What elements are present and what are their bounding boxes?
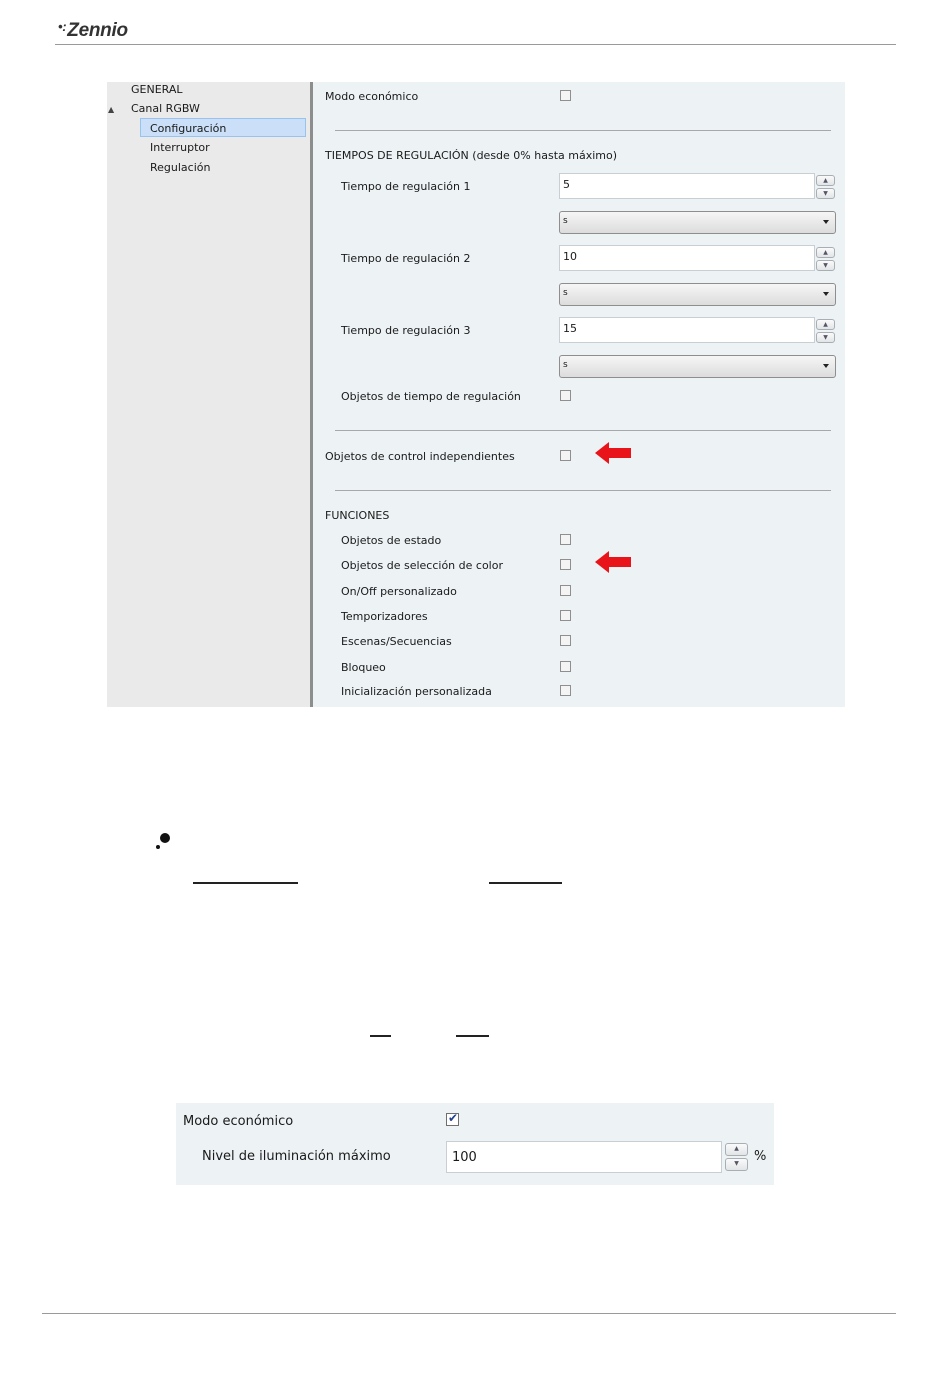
objetos-tiempo-label: Objetos de tiempo de regulación (341, 390, 521, 403)
tree-item-regulacion[interactable]: Regulación (150, 161, 211, 174)
tree-item-interruptor[interactable]: Interruptor (150, 141, 210, 154)
funcion-checkbox[interactable] (560, 685, 571, 696)
tiempo-3-spinner[interactable] (816, 319, 835, 344)
spin-up-icon[interactable]: ▲ (816, 319, 835, 330)
objetos-control-label: Objetos de control independientes (325, 450, 515, 463)
tiempo-2-label: Tiempo de regulación 2 (341, 252, 471, 265)
funcion-label: Inicialización personalizada (341, 685, 492, 698)
funcion-label: On/Off personalizado (341, 585, 457, 598)
funcion-checkbox[interactable] (560, 635, 571, 646)
spin-up-icon[interactable]: ▲ (725, 1143, 748, 1156)
expander-icon[interactable]: ▲ (108, 105, 115, 114)
red-left-arrow-icon (595, 550, 631, 574)
nivel-iluminacion-label: Nivel de iluminación máximo (202, 1149, 391, 1164)
funcion-label: Temporizadores (341, 610, 428, 623)
funcion-label: Objetos de selección de color (341, 559, 503, 572)
funcion-checkbox[interactable] (560, 661, 571, 672)
tree-item-canal-rgbw[interactable]: Canal RGBW (131, 102, 200, 115)
section-divider (335, 490, 831, 491)
tiempos-header: TIEMPOS DE REGULACIÓN (desde 0% hasta máximo) (325, 149, 617, 162)
tiempo-1-spinner[interactable] (816, 175, 835, 200)
funcion-checkbox[interactable] (560, 585, 571, 596)
footer-divider (42, 1313, 896, 1314)
underline-decoration (193, 882, 298, 884)
underline-decoration (456, 1035, 489, 1037)
tiempo-1-unit-select[interactable]: s (559, 211, 836, 234)
tiempo-3-input[interactable]: 15 (559, 317, 815, 343)
modo-economico-checkbox[interactable] (446, 1113, 459, 1126)
tiempo-2-input[interactable]: 10 (559, 245, 815, 271)
modo-economico-checkbox[interactable] (560, 90, 571, 101)
chevron-down-icon (823, 220, 829, 224)
zennio-bullet-icon (155, 831, 171, 851)
header-divider (55, 44, 896, 45)
tiempo-1-input[interactable]: 5 (559, 173, 815, 199)
nivel-iluminacion-unit: % (754, 1149, 767, 1164)
tiempo-1-label: Tiempo de regulación 1 (341, 180, 471, 193)
red-left-arrow-icon (595, 441, 631, 465)
funcion-label: Objetos de estado (341, 534, 442, 547)
tiempo-2-spinner[interactable] (816, 247, 835, 272)
spin-down-icon[interactable]: ▼ (725, 1158, 748, 1171)
spin-up-icon[interactable]: ▲ (816, 247, 835, 258)
parameter-tree (107, 82, 310, 707)
underline-decoration (370, 1035, 391, 1037)
nivel-iluminacion-spinner[interactable] (725, 1143, 748, 1171)
spin-down-icon[interactable]: ▼ (816, 188, 835, 199)
funcion-checkbox[interactable] (560, 559, 571, 570)
spin-down-icon[interactable]: ▼ (816, 332, 835, 343)
funcion-checkbox[interactable] (560, 610, 571, 621)
spin-up-icon[interactable]: ▲ (816, 175, 835, 186)
config-screenshot (107, 82, 845, 707)
tree-splitter[interactable] (310, 82, 313, 707)
tiempo-3-unit-select[interactable]: s (559, 355, 836, 378)
tiempo-2-unit-select[interactable]: s (559, 283, 836, 306)
funcion-label: Escenas/Secuencias (341, 635, 452, 648)
zennio-logo: •:Zennio (58, 19, 128, 41)
funciones-header: FUNCIONES (325, 509, 390, 522)
objetos-tiempo-checkbox[interactable] (560, 390, 571, 401)
spin-down-icon[interactable]: ▼ (816, 260, 835, 271)
checkmark-icon: ✔ (448, 1111, 459, 1125)
funcion-checkbox[interactable] (560, 534, 571, 545)
underline-decoration (489, 882, 562, 884)
chevron-down-icon (823, 292, 829, 296)
objetos-control-checkbox[interactable] (560, 450, 571, 461)
modo-economico-label: Modo económico (325, 90, 419, 103)
nivel-iluminacion-input[interactable]: 100 (446, 1141, 722, 1173)
chevron-down-icon (823, 364, 829, 368)
modo-economico-screenshot (176, 1103, 774, 1185)
section-divider (335, 130, 831, 131)
tree-item-general[interactable]: GENERAL (131, 83, 183, 96)
section-divider (335, 430, 831, 431)
tree-item-configuracion[interactable]: Configuración (150, 122, 227, 135)
tiempo-3-label: Tiempo de regulación 3 (341, 324, 471, 337)
funcion-label: Bloqueo (341, 661, 386, 674)
modo-economico-label: Modo económico (183, 1114, 294, 1129)
